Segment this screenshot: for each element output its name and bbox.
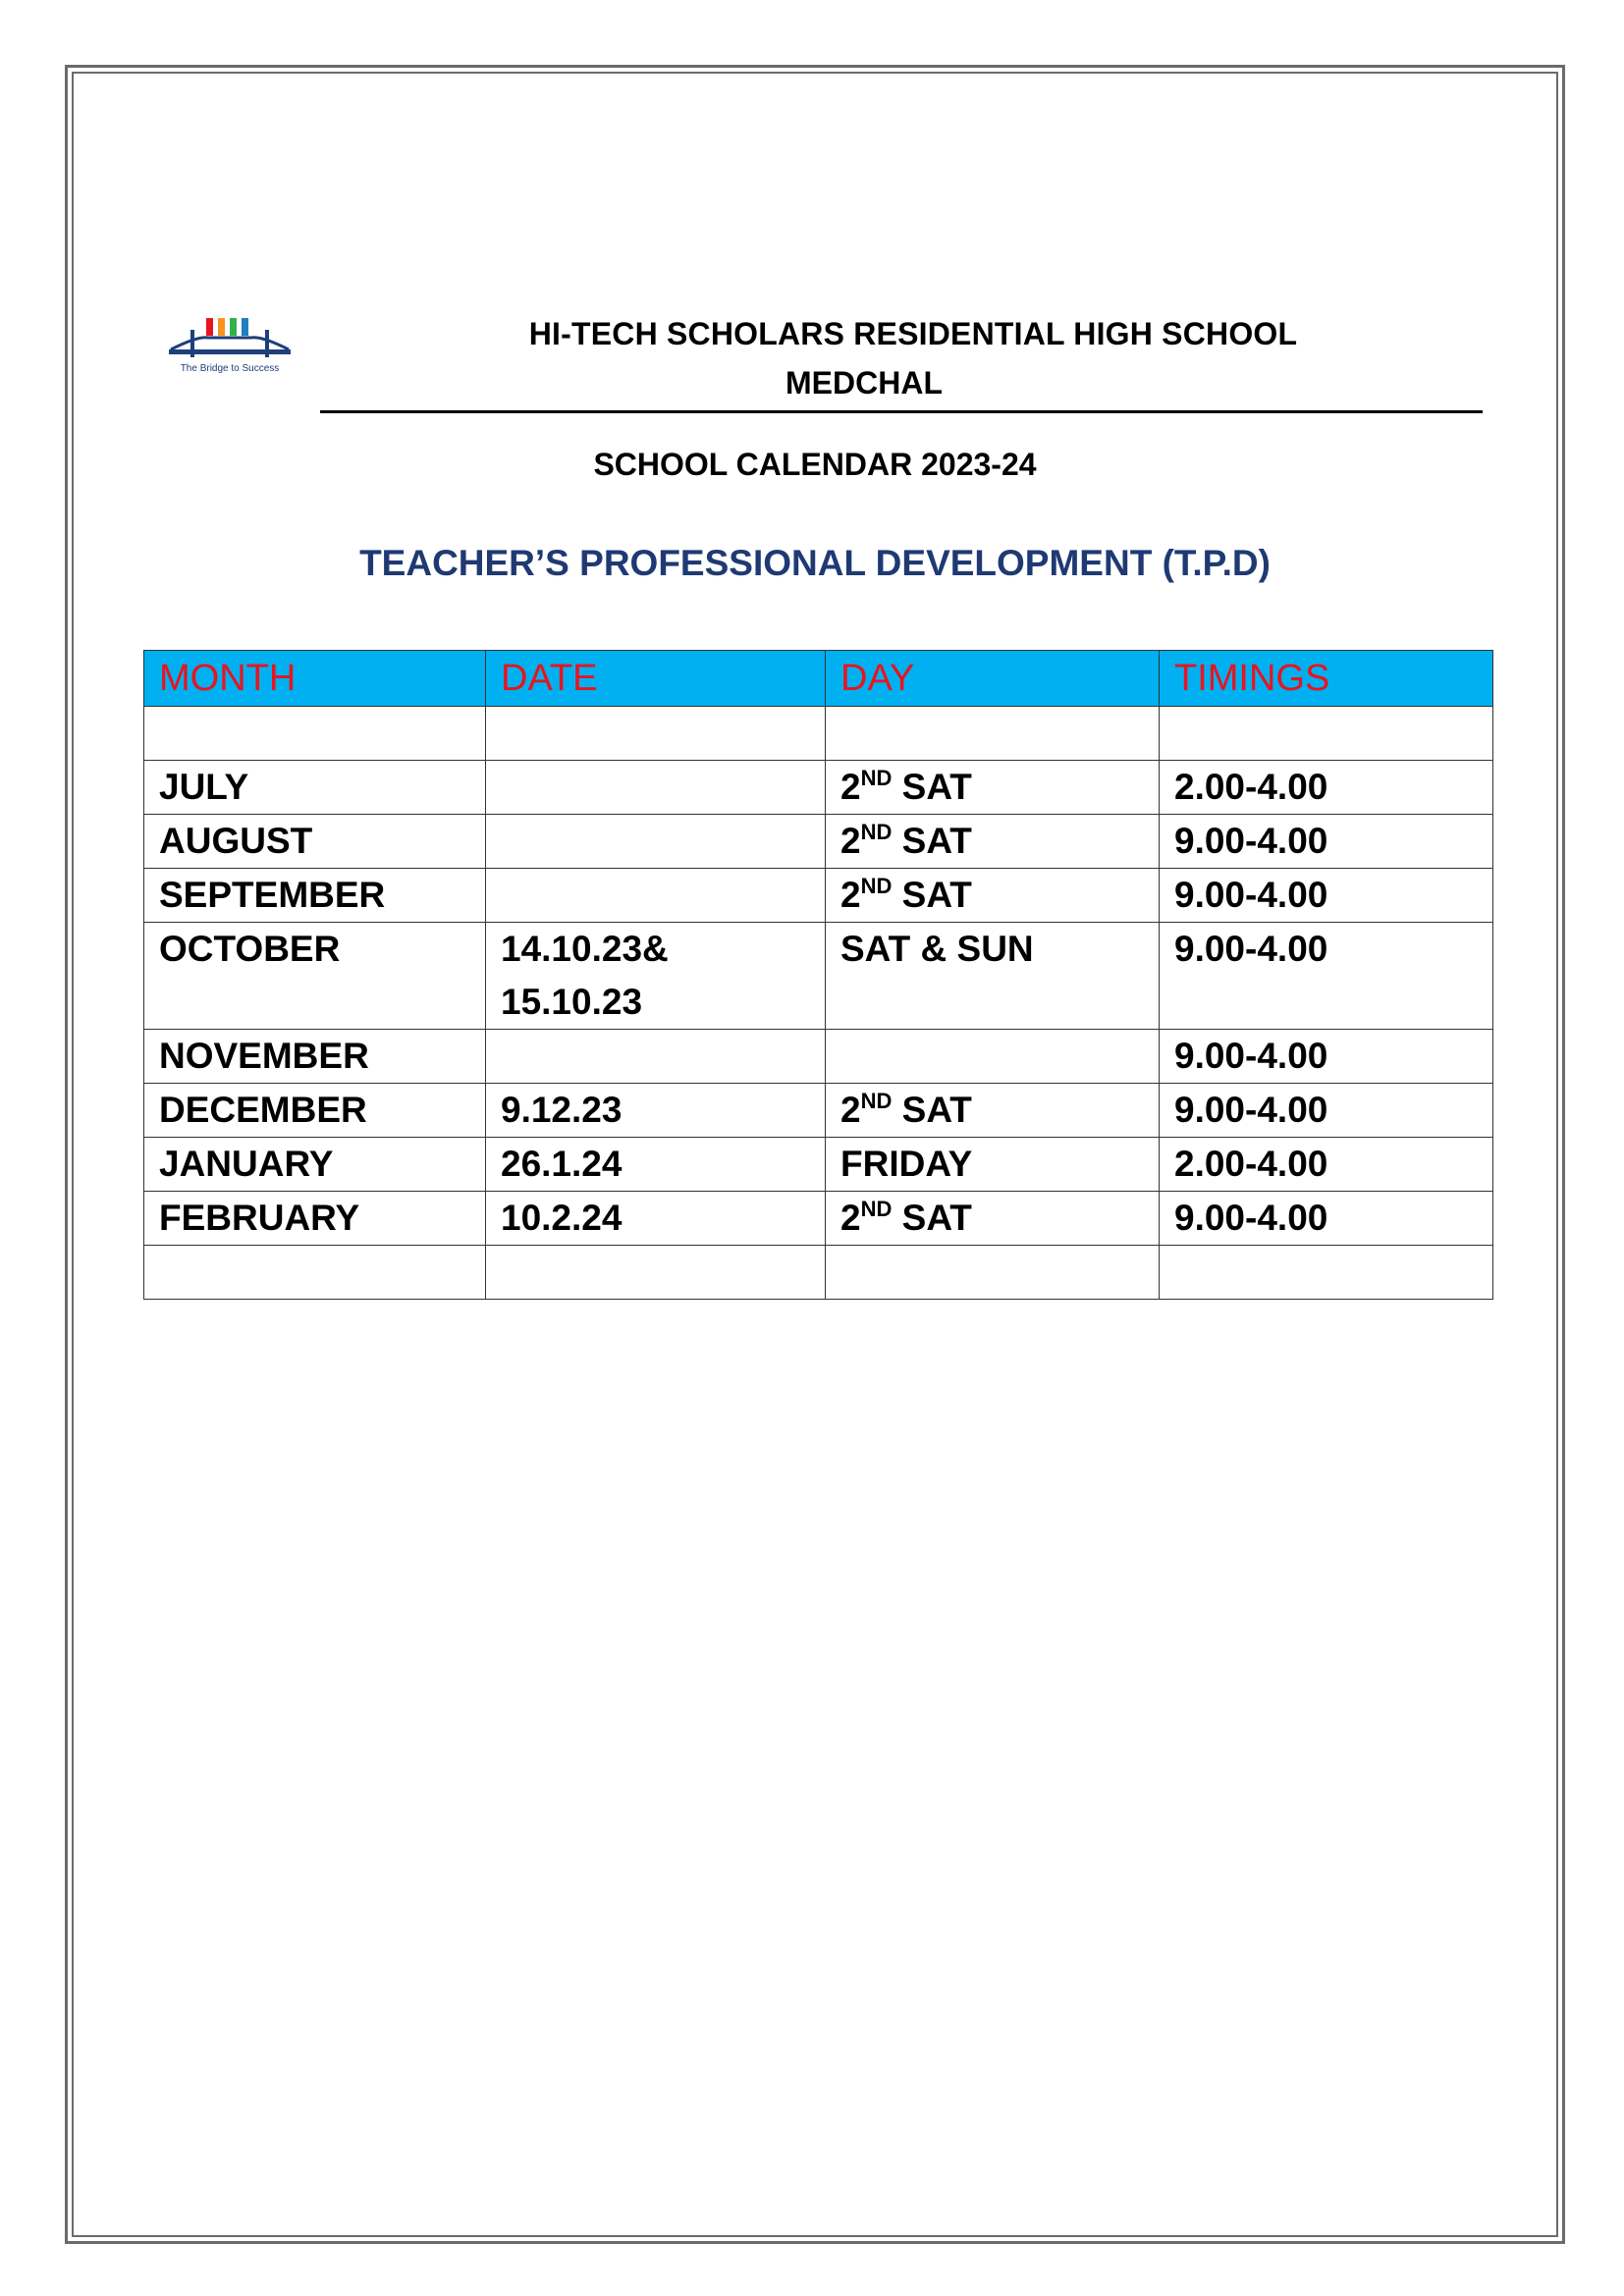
table-row bbox=[144, 761, 1493, 815]
month-cell: OCTOBER bbox=[144, 923, 486, 1030]
date-cell: 10.2.24 bbox=[486, 1192, 826, 1246]
day-ordinal: ND bbox=[860, 820, 893, 844]
table-row bbox=[144, 815, 1493, 869]
date-cell: 9.12.23 bbox=[486, 1084, 826, 1138]
date-cell bbox=[486, 707, 826, 761]
timings-cell: 9.00-4.00 bbox=[1160, 815, 1493, 869]
logo-bar-blue bbox=[242, 318, 248, 336]
school-place: MEDCHAL bbox=[785, 365, 943, 400]
school-name: HI-TECH SCHOLARS RESIDENTIAL HIGH SCHOOL bbox=[528, 316, 1298, 351]
date-cell bbox=[486, 1030, 826, 1084]
day-ordinal: ND bbox=[860, 1197, 893, 1221]
day-cell bbox=[826, 1246, 1160, 1300]
table-row bbox=[144, 1192, 1493, 1246]
logo-bar-orange bbox=[218, 318, 225, 336]
day-cell bbox=[826, 869, 1160, 923]
table-row bbox=[144, 1246, 1493, 1300]
timings-cell: 9.00-4.00 bbox=[1160, 1192, 1493, 1246]
month-cell: SEPTEMBER bbox=[144, 869, 486, 923]
day-label: SAT bbox=[892, 821, 972, 861]
month-cell: NOVEMBER bbox=[144, 1030, 486, 1084]
logo-bar-green bbox=[230, 318, 237, 336]
table-row bbox=[144, 1138, 1493, 1192]
column-header-date: DATE bbox=[486, 651, 826, 707]
calendar-title: SCHOOL CALENDAR 2023-24 bbox=[593, 447, 1037, 482]
day-cell bbox=[826, 1138, 1160, 1192]
day-label: SAT bbox=[892, 767, 972, 807]
tpd-table bbox=[143, 650, 1493, 1300]
day-cell bbox=[826, 1084, 1160, 1138]
month-cell: FEBRUARY bbox=[144, 1192, 486, 1246]
timings-cell: 9.00-4.00 bbox=[1160, 1030, 1493, 1084]
date-cell bbox=[486, 761, 826, 815]
month-cell bbox=[144, 1246, 486, 1300]
day-cell bbox=[826, 815, 1160, 869]
day-number: 2 bbox=[840, 767, 861, 807]
month-cell: JANUARY bbox=[144, 1138, 486, 1192]
day-number: 2 bbox=[840, 1090, 861, 1130]
date-cell bbox=[486, 923, 826, 1030]
table-row bbox=[144, 869, 1493, 923]
bridge-logo-icon bbox=[169, 316, 291, 365]
date-cell: 26.1.24 bbox=[486, 1138, 826, 1192]
day-ordinal: ND bbox=[860, 1089, 893, 1113]
day-ordinal: ND bbox=[860, 874, 893, 898]
day-cell bbox=[826, 761, 1160, 815]
logo-bar-red bbox=[206, 318, 213, 336]
timings-cell: 2.00-4.00 bbox=[1160, 761, 1493, 815]
day-label: SAT & SUN bbox=[840, 929, 1034, 969]
day-cell bbox=[826, 1030, 1160, 1084]
column-header-day: DAY bbox=[826, 651, 1160, 707]
table-row bbox=[144, 1030, 1493, 1084]
timings-cell: 9.00-4.00 bbox=[1160, 869, 1493, 923]
day-cell bbox=[826, 1192, 1160, 1246]
date-cell bbox=[486, 815, 826, 869]
page-title: TEACHER’S PROFESSIONAL DEVELOPMENT (T.P.D) bbox=[359, 543, 1271, 583]
day-label: FRIDAY bbox=[840, 1144, 973, 1184]
day-label: SAT bbox=[892, 1198, 972, 1238]
school-logo bbox=[169, 316, 291, 379]
table-row bbox=[144, 923, 1493, 1030]
timings-cell: 9.00-4.00 bbox=[1160, 923, 1493, 1030]
month-cell: DECEMBER bbox=[144, 1084, 486, 1138]
month-cell: AUGUST bbox=[144, 815, 486, 869]
column-header-timings: TIMINGS bbox=[1160, 651, 1493, 707]
date-cell bbox=[486, 1246, 826, 1300]
day-cell bbox=[826, 707, 1160, 761]
date-line-1: 14.10.23& bbox=[501, 929, 669, 969]
logo-tagline: The Bridge to Success bbox=[180, 363, 280, 374]
day-number: 2 bbox=[840, 875, 861, 915]
timings-cell bbox=[1160, 1246, 1493, 1300]
table-row bbox=[144, 1084, 1493, 1138]
day-number: 2 bbox=[840, 821, 861, 861]
table-row bbox=[144, 707, 1493, 761]
date-cell bbox=[486, 869, 826, 923]
month-cell: JULY bbox=[144, 761, 486, 815]
day-number: 2 bbox=[840, 1198, 861, 1238]
day-label: SAT bbox=[892, 875, 972, 915]
header-rule bbox=[320, 410, 1483, 413]
timings-cell: 9.00-4.00 bbox=[1160, 1084, 1493, 1138]
month-cell bbox=[144, 707, 486, 761]
day-label: SAT bbox=[892, 1090, 972, 1130]
date-line-2: 15.10.23 bbox=[501, 982, 643, 1022]
timings-cell bbox=[1160, 707, 1493, 761]
timings-cell: 2.00-4.00 bbox=[1160, 1138, 1493, 1192]
day-cell bbox=[826, 923, 1160, 1030]
table-header-row bbox=[144, 651, 1493, 707]
column-header-month: MONTH bbox=[144, 651, 486, 707]
day-ordinal: ND bbox=[860, 766, 893, 790]
